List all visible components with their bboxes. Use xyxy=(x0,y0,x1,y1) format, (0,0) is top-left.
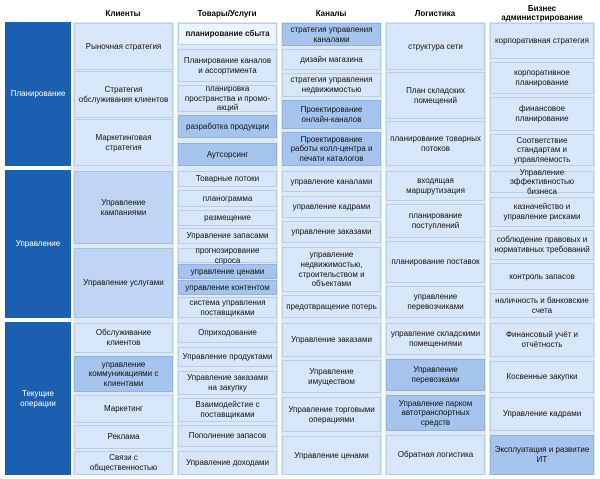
header-clients: Клиенты xyxy=(105,8,141,18)
cell-fleet-management[interactable]: Управление парком автотранспортных средств xyxy=(386,395,485,431)
cell-marketing[interactable]: Маркетинг xyxy=(74,395,173,423)
cell-campaign-management[interactable]: Управление кампаниями xyxy=(74,171,173,244)
cell-revenue-management[interactable]: Управление доходами xyxy=(178,451,277,475)
cell-corporate-strategy[interactable]: корпоративная стратегия xyxy=(490,23,594,59)
cell-network-structure[interactable]: структура сети xyxy=(386,23,485,70)
cell-compliance-standards[interactable]: Соответствие стандартам и управляемость xyxy=(490,134,594,166)
cell-real-estate-strategy[interactable]: стратегия управления недвижимостью xyxy=(282,73,381,97)
header-goods: Товары/Услуги xyxy=(197,8,257,18)
cell-carrier-management[interactable]: управление перевозчиками xyxy=(386,286,485,318)
cell-public-relations[interactable]: Связи с общественностью xyxy=(74,451,173,475)
cell-market-strategy[interactable]: Рыночная стратегия xyxy=(74,23,173,70)
cell-service-management[interactable]: Управление услугами xyxy=(74,248,173,318)
cell-loss-prevention[interactable]: предотвращение потерь xyxy=(282,295,381,318)
section-management: Управление xyxy=(5,170,71,318)
cell-supplier-relations[interactable]: Взаимодейстие с поставщиками xyxy=(178,398,277,422)
cell-warehouse-plan[interactable]: План складских помещений xyxy=(386,72,485,119)
cell-product-flows[interactable]: Товарные потоки xyxy=(178,171,277,187)
cell-inventory-management[interactable]: Управление запасами xyxy=(178,228,277,244)
cell-purchase-orders[interactable]: Управление заказами на закупку xyxy=(178,371,277,395)
section-planning: Планирование xyxy=(5,22,71,166)
cell-financial-planning[interactable]: финансовое планирование xyxy=(490,97,594,131)
cell-outsourcing[interactable]: Аутсорсинг xyxy=(178,143,277,166)
cell-trade-operations[interactable]: Управление торговыми операциями xyxy=(282,397,381,432)
cell-sales-planning[interactable]: планирование сбыта xyxy=(178,23,277,45)
cell-efficiency-management[interactable]: Управление эффективностью бизнеса xyxy=(490,171,594,193)
cell-receiving[interactable]: Оприходование xyxy=(178,323,277,343)
cell-replenishment[interactable]: Пополнение запасов xyxy=(178,425,277,447)
header-channels: Каналы xyxy=(315,8,347,18)
cell-store-design[interactable]: дизайн магазина xyxy=(282,49,381,70)
cell-cash-accounts[interactable]: наличность и банковские счета xyxy=(490,293,594,318)
cell-online-channel-design[interactable]: Проектирование онлайн-каналов xyxy=(282,100,381,129)
cell-price-management[interactable]: управление ценами xyxy=(178,264,277,279)
cell-placement[interactable]: размещение xyxy=(178,210,277,226)
cell-staff-management[interactable]: управление кадрами xyxy=(282,196,381,218)
cell-financial-reporting[interactable]: Финансовый учёт и отчётность xyxy=(490,323,594,357)
cell-channel-management[interactable]: управление каналами xyxy=(282,171,381,192)
cell-stock-control[interactable]: контроль запасов xyxy=(490,263,594,290)
cell-order-management[interactable]: управление заказами xyxy=(282,221,381,243)
cell-communications-management[interactable]: управление коммуникациями с клиентами xyxy=(74,356,173,392)
cell-supplier-management-system[interactable]: система управления поставщиками xyxy=(178,297,277,318)
section-current: Текущие операции xyxy=(5,322,71,475)
cell-advertising[interactable]: Реклама xyxy=(74,425,173,449)
cell-regulatory-compliance[interactable]: соблюдение правовых и нормативных требований xyxy=(490,230,594,260)
cell-space-promo-planning[interactable]: планировка пространства и промо-акций xyxy=(178,85,277,112)
cell-indirect-purchases[interactable]: Косвенные закупки xyxy=(490,361,594,393)
cell-customer-service[interactable]: Обслуживание клиентов xyxy=(74,323,173,353)
cell-it-operations[interactable]: Эксплуатация и развитие ИТ xyxy=(490,435,594,475)
cell-inbound-routing[interactable]: входящая маршрутизация xyxy=(386,171,485,201)
header-admin: Бизнес администрирование xyxy=(501,4,583,22)
cell-service-strategy[interactable]: Стратегия обслуживания клиентов xyxy=(74,71,173,118)
cell-warehouse-management[interactable]: управление складскими помещениями xyxy=(386,323,485,355)
cell-supply-planning[interactable]: планирование поставок xyxy=(386,241,485,283)
cell-transport-management[interactable]: Управление перевозками xyxy=(386,359,485,391)
cell-corporate-planning[interactable]: корпоративное планирование xyxy=(490,62,594,94)
cell-hr-management[interactable]: Управление кадрами xyxy=(490,397,594,431)
cell-flow-planning[interactable]: планирование товарных потоков xyxy=(386,121,485,166)
cell-demand-forecasting[interactable]: прогнозирование спроса xyxy=(178,248,277,263)
cell-marketing-strategy[interactable]: Маркетинговая стратегия xyxy=(74,119,173,166)
cell-receipt-planning[interactable]: планирование поступлений xyxy=(386,204,485,238)
cell-channel-assortment-planning[interactable]: Планирование каналов и ассортимента xyxy=(178,49,277,82)
cell-orders[interactable]: Управление заказами xyxy=(282,323,381,357)
cell-property-management[interactable]: управление недвижимостью, строительством и объектами xyxy=(282,247,381,292)
cell-product-development[interactable]: разработка продукции xyxy=(178,115,277,138)
cell-planogram[interactable]: планограмма xyxy=(178,190,277,207)
header-logistics: Логистика xyxy=(414,8,456,18)
cell-call-center-design[interactable]: Проектирование работы колл-центра и печати каталогов xyxy=(282,132,381,166)
cell-price-operations[interactable]: Управление ценами xyxy=(282,436,381,475)
cell-treasury-risk[interactable]: казначейство и управление рисками xyxy=(490,197,594,227)
cell-channel-strategy[interactable]: стратегия управления каналами xyxy=(282,23,381,46)
cell-asset-management[interactable]: Управление имуществом xyxy=(282,360,381,393)
cell-product-management[interactable]: Управление продуктами xyxy=(178,347,277,367)
cell-reverse-logistics[interactable]: Обратная логистика xyxy=(386,435,485,475)
cell-content-management[interactable]: управление контентом xyxy=(178,280,277,295)
